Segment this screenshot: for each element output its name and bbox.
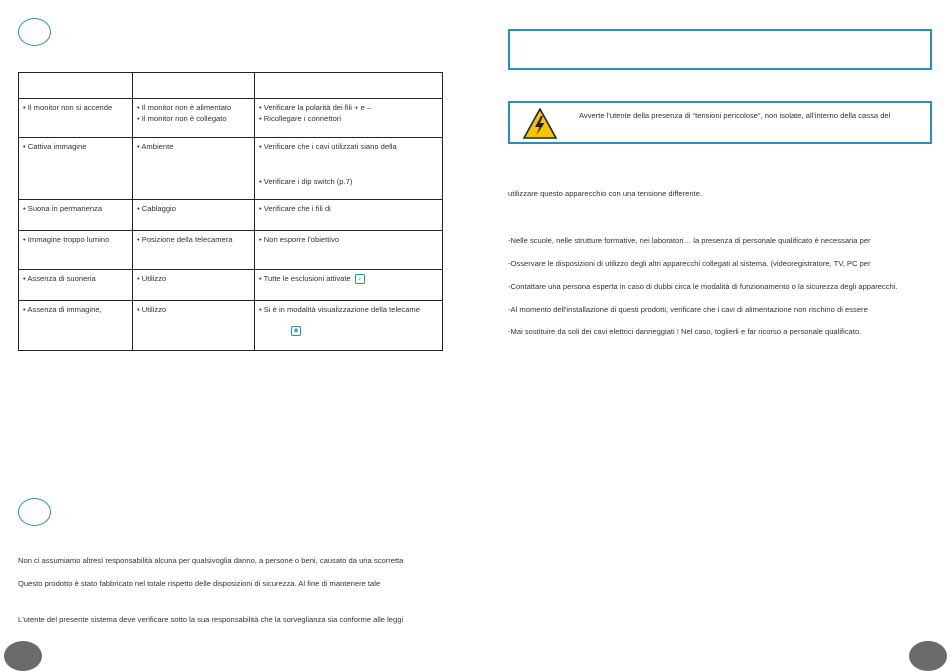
remedy-cell: • Verificare la polarità dei fili + e – • Ricollegare i connettori	[255, 99, 443, 138]
page-corner-left	[4, 641, 42, 671]
cause-cell: • Posizione della telecamera	[133, 231, 255, 270]
remedy-cell: • Tutte le esclusioni attivate ♪	[255, 270, 443, 301]
remedy-cell: • Non esporre l'obiettivo	[255, 231, 443, 270]
warning-text: Avverte l'utente della presenza di “tensioni pericolose”, non isolate, all'interno della cassa del	[579, 111, 891, 120]
table-row	[19, 99, 443, 138]
paragraph-user-responsibility: L'utente del presente sistema deve verificare sotto la sua responsabilità che la sorveglianza sia conforme alle leggi	[18, 615, 404, 624]
problem-cell: • Suona in permanenza	[19, 200, 133, 231]
high-voltage-warning-icon	[523, 108, 557, 139]
table-row	[19, 270, 443, 301]
table-row	[19, 301, 443, 351]
paragraph-safety: Questo prodotto è stato fabbricato nel totale rispetto delle disposizioni di sicurezza. Al fine di mantenere tale	[18, 579, 381, 588]
header-cell-remedy	[255, 73, 443, 99]
cause-cell: • Utilizzo	[133, 301, 255, 351]
problem-cell: • Cattiva immagine	[19, 138, 133, 200]
cause-cell: • Ambiente	[133, 138, 255, 200]
section-marker-top	[18, 18, 51, 46]
paragraph-liability: Non ci assumiamo altresì responsabilità alcuna per qualsivoglia danno, a persone o beni, causato da una scorretta	[18, 556, 404, 565]
header-cell-problem	[19, 73, 133, 99]
cause-cell: • Utilizzo	[133, 270, 255, 301]
problem-cell: • Immagine troppo lumino	[19, 231, 133, 270]
remedy-cell: • Verificare che i fili di	[255, 200, 443, 231]
bullet-item: -Osservare le disposizioni di utilizzo degli altri apparecchi collegati al sistema. (videoregistratore, TV, PC per	[508, 259, 871, 268]
remedy-cell: • Si è in modalità visualizzazione della telecame ◙	[255, 301, 443, 351]
problem-cell: • Assenza di immagine,	[19, 301, 133, 351]
problem-cell: • Assenza di suoneria	[19, 270, 133, 301]
camera-icon: ◙	[291, 326, 301, 336]
title-box	[508, 29, 932, 70]
header-cell-cause	[133, 73, 255, 99]
warning-box	[508, 101, 932, 144]
table-row	[19, 200, 443, 231]
troubleshooting-table	[18, 72, 443, 351]
bullet-item: -Contattare una persona esperta in caso di dubbi circa le modalità di funzionamento o la sicurezza degli apparecchi.	[508, 282, 898, 291]
bullet-item: -Al momento dell'installazione di questi prodotti, verificare che i cavi di alimentazione non rischino di essere	[508, 305, 868, 314]
problem-cell: • Il monitor non si accende	[19, 99, 133, 138]
table-row	[19, 138, 443, 200]
cause-cell: • Il monitor non è alimentato • Il monitor non è collegato	[133, 99, 255, 138]
remedy-cell: • Verificare che i cavi utilizzati siano della • Verificare i dip switch (p.7)	[255, 138, 443, 200]
bullet-item: -Mai sostituire da soli dei cavi elettrici danneggiati ! Nel caso, toglierli e far ricorso a personale qualificato.	[508, 327, 862, 336]
cause-cell: • Cablaggio	[133, 200, 255, 231]
voltage-line: utilizzare questo apparecchio con una tensione differente.	[508, 189, 703, 198]
remote-icon: ♪	[355, 274, 365, 284]
bullet-item: -Nelle scuole, nelle strutture formative, nei laboratori… la presenza di personale qualificato è necessaria per	[508, 236, 871, 245]
table-row	[19, 231, 443, 270]
page-corner-right	[909, 641, 947, 671]
section-marker-bottom	[18, 498, 51, 526]
table-header-row	[19, 73, 443, 99]
